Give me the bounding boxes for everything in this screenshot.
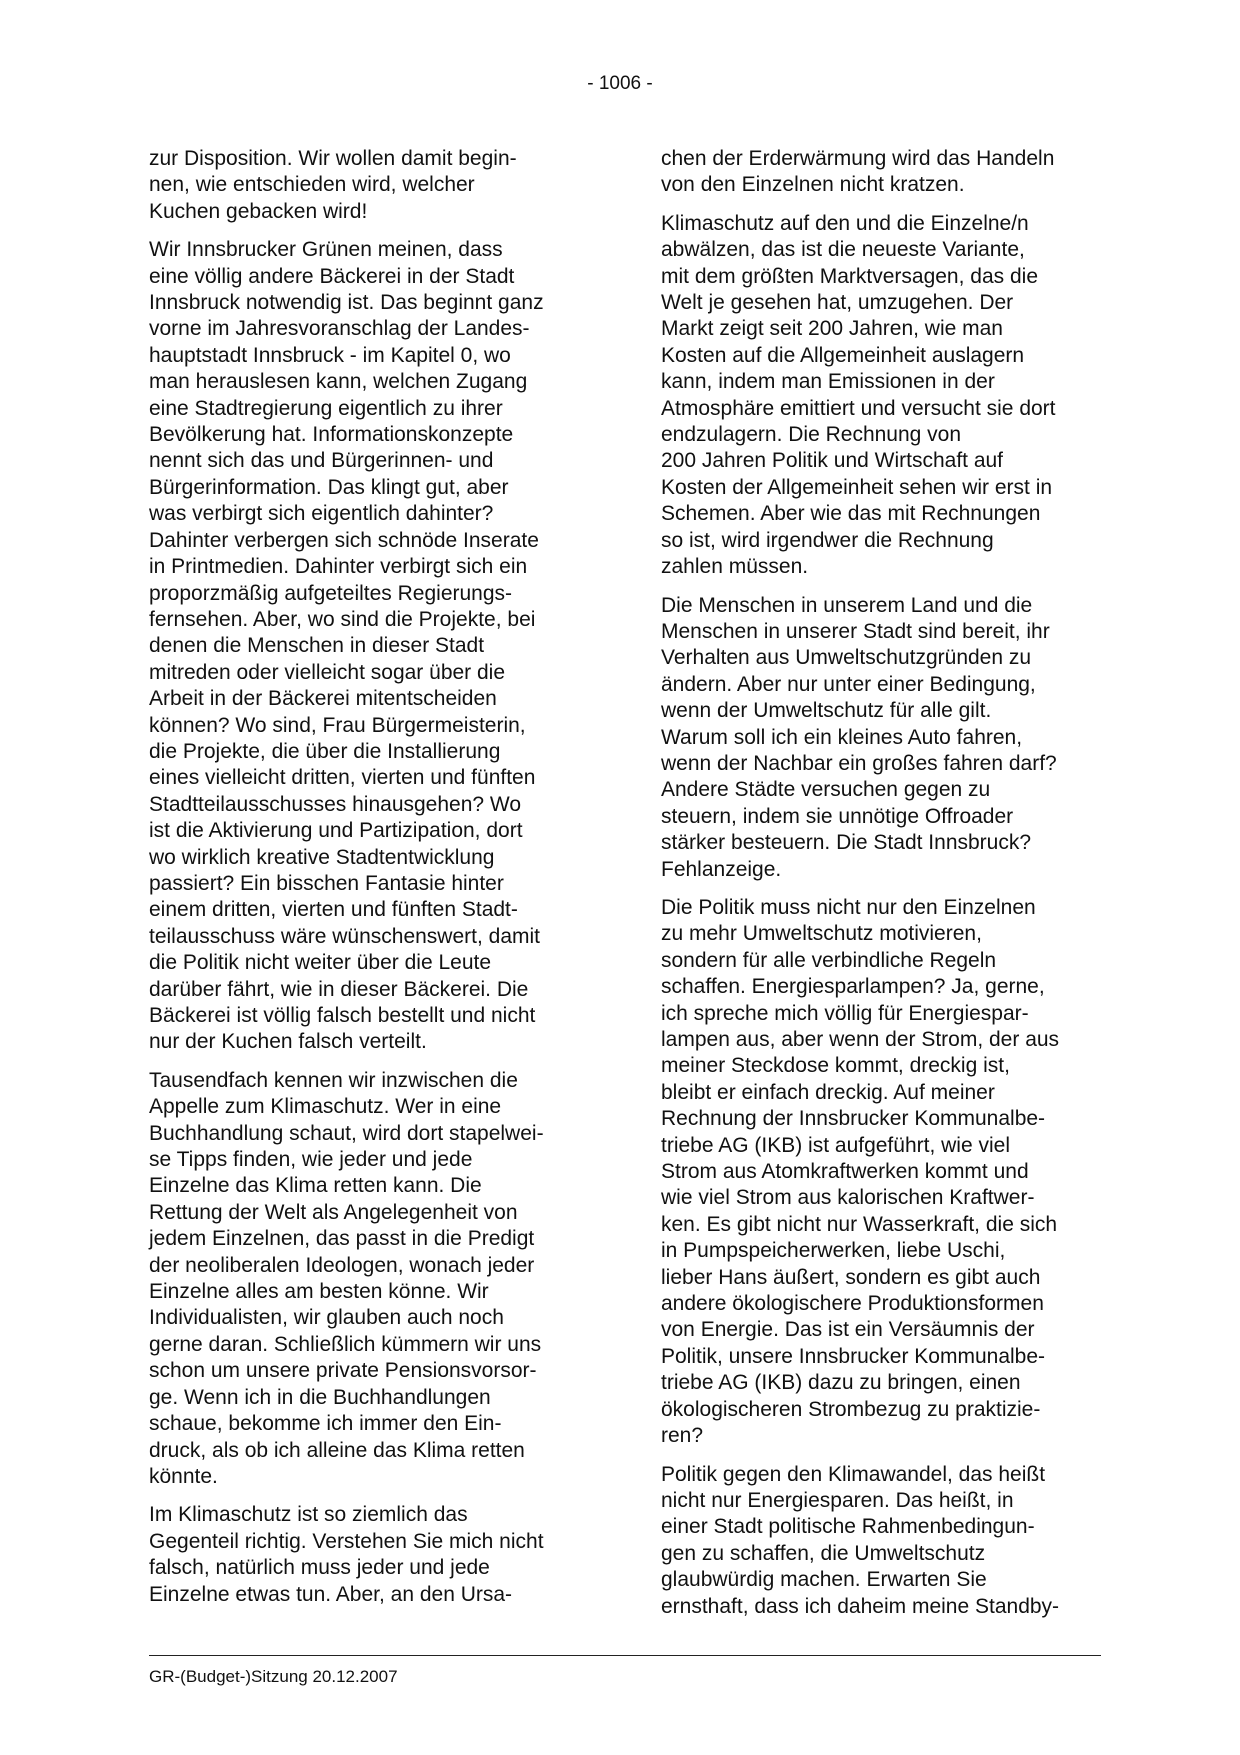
text-line: schaffen. Energiesparlampen? Ja, gerne, — [661, 975, 1045, 999]
text-line: fernsehen. Aber, wo sind die Projekte, bei — [149, 607, 536, 631]
text-line: Arbeit in der Bäckerei mitentscheiden — [149, 687, 497, 711]
text-line: Strom aus Atomkraftwerken kommt und — [661, 1160, 1029, 1184]
page-number: - 1006 - — [587, 73, 653, 94]
text-line: nicht nur Energiesparen. Das heißt, in — [661, 1488, 1014, 1512]
text-line: Tausendfach kennen wir inzwischen die — [149, 1068, 518, 1092]
paragraph — [149, 1068, 589, 1491]
paragraph — [661, 1462, 1101, 1620]
text-line: könnte. — [149, 1464, 218, 1488]
text-line: Kosten auf die Allgemeinheit auslagern — [661, 343, 1025, 367]
text-line: Kuchen gebacken wird! — [149, 199, 368, 223]
text-line: abwälzen, das ist die neueste Variante, — [661, 238, 1025, 262]
text-line: Andere Städte versuchen gegen zu — [661, 778, 991, 802]
text-line: ren? — [661, 1424, 704, 1448]
text-line: eine völlig andere Bäckerei in der Stadt — [149, 264, 515, 288]
text-line: darüber fährt, wie in dieser Bäckerei. Die — [149, 977, 529, 1001]
text-line: triebe AG (IKB) dazu zu bringen, einen — [661, 1371, 1021, 1395]
text-line: nen, wie entschieden wird, welcher — [149, 173, 475, 197]
text-line: Die Politik muss nicht nur den Einzelnen — [661, 895, 1036, 919]
text-line: Warum soll ich ein kleines Auto fahren, — [661, 725, 1023, 749]
text-line: teilausschuss wäre wünschenswert, damit — [149, 924, 541, 948]
text-line: Im Klimaschutz ist so ziemlich das — [149, 1503, 468, 1527]
text-line: Innsbruck notwendig ist. Das beginnt ganz — [149, 291, 544, 315]
text-line: Rechnung der Innsbrucker Kommunalbe- — [661, 1107, 1046, 1131]
text-line: andere ökologischere Produktionsformen — [661, 1292, 1044, 1316]
text-line: Einzelne alles am besten könne. Wir — [149, 1280, 489, 1304]
text-line: Buchhandlung schaut, wird dort stapelwei- — [149, 1121, 544, 1145]
text-line: wo wirklich kreative Stadtentwicklung — [149, 845, 495, 869]
text-line: Menschen in unserer Stadt sind bereit, ihr — [661, 619, 1050, 643]
text-line: kann, indem man Emissionen in der — [661, 370, 995, 394]
text-line: was verbirgt sich eigentlich dahinter? — [149, 502, 494, 526]
text-line: Einzelne das Klima retten kann. Die — [149, 1174, 482, 1198]
text-line: nennt sich das und Bürgerinnen- und — [149, 449, 494, 473]
text-line: Bürgerinformation. Das klingt gut, aber — [149, 475, 509, 499]
paragraph — [661, 146, 1101, 199]
text-line: Klimaschutz auf den und die Einzelne/n — [661, 211, 1029, 235]
text-line: zu mehr Umweltschutz motivieren, — [661, 922, 982, 946]
text-line: die Politik nicht weiter über die Leute — [149, 951, 492, 975]
text-line: Kosten der Allgemeinheit sehen wir erst in — [661, 475, 1053, 499]
text-line: triebe AG (IKB) ist aufgeführt, wie viel — [661, 1133, 1010, 1157]
text-line: schon um unsere private Pensionsvorsor- — [149, 1359, 537, 1383]
text-line: druck, als ob ich alleine das Klima retten — [149, 1438, 525, 1462]
text-line: sondern für alle verbindliche Regeln — [661, 948, 997, 972]
text-line: einer Stadt politische Rahmenbedingun- — [661, 1515, 1035, 1539]
footer-text: GR-(Budget-)Sitzung 20.12.2007 — [149, 1667, 398, 1686]
text-line: Stadtteilausschusses hinausgehen? Wo — [149, 792, 522, 816]
text-line: jedem Einzelnen, das passt in die Predigt — [149, 1227, 535, 1251]
text-line: zahlen müssen. — [661, 555, 809, 579]
text-line: stärker besteuern. Die Stadt Innsbruck? — [661, 831, 1032, 855]
text-line: zur Disposition. Wir wollen damit begin- — [149, 147, 517, 170]
text-line: falsch, natürlich muss jeder und jede — [149, 1556, 490, 1580]
text-line: können? Wo sind, Frau Bürgermeisterin, — [149, 713, 526, 737]
text-line: wenn der Umweltschutz für alle gilt. — [661, 699, 992, 723]
text-line: Verhalten aus Umweltschutzgründen zu — [661, 646, 1032, 670]
text-line: Fehlanzeige. — [661, 857, 782, 881]
text-line: ist die Aktivierung und Partizipation, dort — [149, 819, 523, 843]
text-line: Markt zeigt seit 200 Jahren, wie man — [661, 317, 1003, 341]
text-line: passiert? Ein bisschen Fantasie hinter — [149, 871, 504, 895]
text-line: eines vielleicht dritten, vierten und fünften — [149, 766, 536, 790]
paragraph — [149, 1502, 589, 1608]
text-line: Die Menschen in unserem Land und die — [661, 593, 1033, 617]
text-line: lampen aus, aber wenn der Strom, der aus — [661, 1028, 1060, 1051]
text-line: Wir Innsbrucker Grünen meinen, dass — [149, 238, 503, 262]
text-line: se Tipps finden, wie jeder und jede — [149, 1148, 473, 1172]
text-line: so ist, wird irgendwer die Rechnung — [661, 528, 994, 552]
text-line: Bäckerei ist völlig falsch bestellt und nicht — [149, 1004, 536, 1027]
text-line: ich spreche mich völlig für Energiespar- — [661, 1001, 1029, 1025]
text-line: Rettung der Welt als Angelegenheit von — [149, 1200, 518, 1224]
text-line: wie viel Strom aus kalorischen Kraftwer- — [661, 1186, 1035, 1210]
footer-divider — [149, 1655, 1101, 1656]
text-line: ökologischeren Strombezug zu praktizie- — [661, 1397, 1041, 1421]
text-line: in Pumpspeicherwerken, liebe Uschi, — [661, 1239, 1006, 1263]
text-line: Politik gegen den Klimawandel, das heißt — [661, 1462, 1046, 1486]
text-line: man herauslesen kann, welchen Zugang — [149, 370, 528, 394]
text-line: Dahinter verbergen sich schnöde Inserate — [149, 528, 539, 552]
paragraph — [661, 895, 1101, 1450]
text-line: mitreden oder vielleicht sogar über die — [149, 660, 506, 684]
text-line: endzulagern. Die Rechnung von — [661, 423, 962, 447]
text-line: schaue, bekomme ich immer den Ein- — [149, 1412, 502, 1436]
paragraph — [661, 211, 1101, 581]
text-line: Einzelne etwas tun. Aber, an den Ursa- — [149, 1582, 513, 1606]
paragraph — [149, 237, 589, 1056]
text-line: Atmosphäre emittiert und versucht sie dort — [661, 396, 1056, 420]
text-line: ändern. Aber nur unter einer Bedingung, — [661, 672, 1036, 696]
text-line: ge. Wenn ich in die Buchhandlungen — [149, 1385, 491, 1409]
text-line: 200 Jahren Politik und Wirtschaft auf — [661, 449, 1004, 473]
text-line: bleibt er einfach dreckig. Auf meiner — [661, 1080, 995, 1104]
text-line: mit dem größten Marktversagen, das die — [661, 264, 1038, 288]
text-line: steuern, indem sie unnötige Offroader — [661, 804, 1014, 828]
text-line: gerne daran. Schließlich kümmern wir uns — [149, 1332, 542, 1356]
text-line: chen der Erderwärmung wird das Handeln — [661, 147, 1055, 170]
text-line: denen die Menschen in dieser Stadt — [149, 634, 485, 658]
text-line: ernsthaft, dass ich daheim meine Standby- — [661, 1594, 1060, 1618]
text-line: lieber Hans äußert, sondern es gibt auch — [661, 1265, 1041, 1289]
text-line: vorne im Jahresvoranschlag der Landes- — [149, 317, 530, 341]
text-line: Welt je gesehen hat, umzugehen. Der — [661, 291, 1014, 315]
text-line: Schemen. Aber wie das mit Rechnungen — [661, 502, 1041, 526]
text-line: einem dritten, vierten und fünften Stadt- — [149, 898, 518, 922]
text-line: proporzmäßig aufgeteiltes Regierungs- — [149, 581, 513, 605]
text-line: nur der Kuchen falsch verteilt. — [149, 1030, 427, 1054]
text-line: Politik, unsere Innsbrucker Kommunalbe- — [661, 1344, 1046, 1368]
text-line: von den Einzelnen nicht kratzen. — [661, 173, 965, 197]
text-line: hauptstadt Innsbruck - im Kapitel 0, wo — [149, 343, 511, 367]
text-line: meiner Steckdose kommt, dreckig ist, — [661, 1054, 1010, 1078]
text-line: gen zu schaffen, die Umweltschutz — [661, 1541, 986, 1565]
text-line: von Energie. Das ist ein Versäumnis der — [661, 1318, 1035, 1342]
text-line: Bevölkerung hat. Informationskonzepte — [149, 423, 514, 447]
text-line: Gegenteil richtig. Verstehen Sie mich nicht — [149, 1529, 544, 1553]
paragraph — [149, 146, 589, 225]
text-line: eine Stadtregierung eigentlich zu ihrer — [149, 396, 503, 420]
text-line: der neoliberalen Ideologen, wonach jeder — [149, 1253, 535, 1277]
text-line: glaubwürdig machen. Erwarten Sie — [661, 1568, 987, 1592]
text-line: Individualisten, wir glauben auch noch — [149, 1306, 504, 1330]
text-line: wenn der Nachbar ein großes fahren darf? — [661, 751, 1057, 775]
paragraph — [661, 593, 1101, 883]
left-column — [149, 146, 589, 1620]
text-line: in Printmedien. Dahinter verbirgt sich ein — [149, 555, 528, 579]
right-column — [661, 146, 1101, 1632]
text-line: Appelle zum Klimaschutz. Wer in eine — [149, 1095, 502, 1119]
text-line: die Projekte, die über die Installierung — [149, 739, 501, 763]
text-line: ken. Es gibt nicht nur Wasserkraft, die sich — [661, 1212, 1058, 1236]
